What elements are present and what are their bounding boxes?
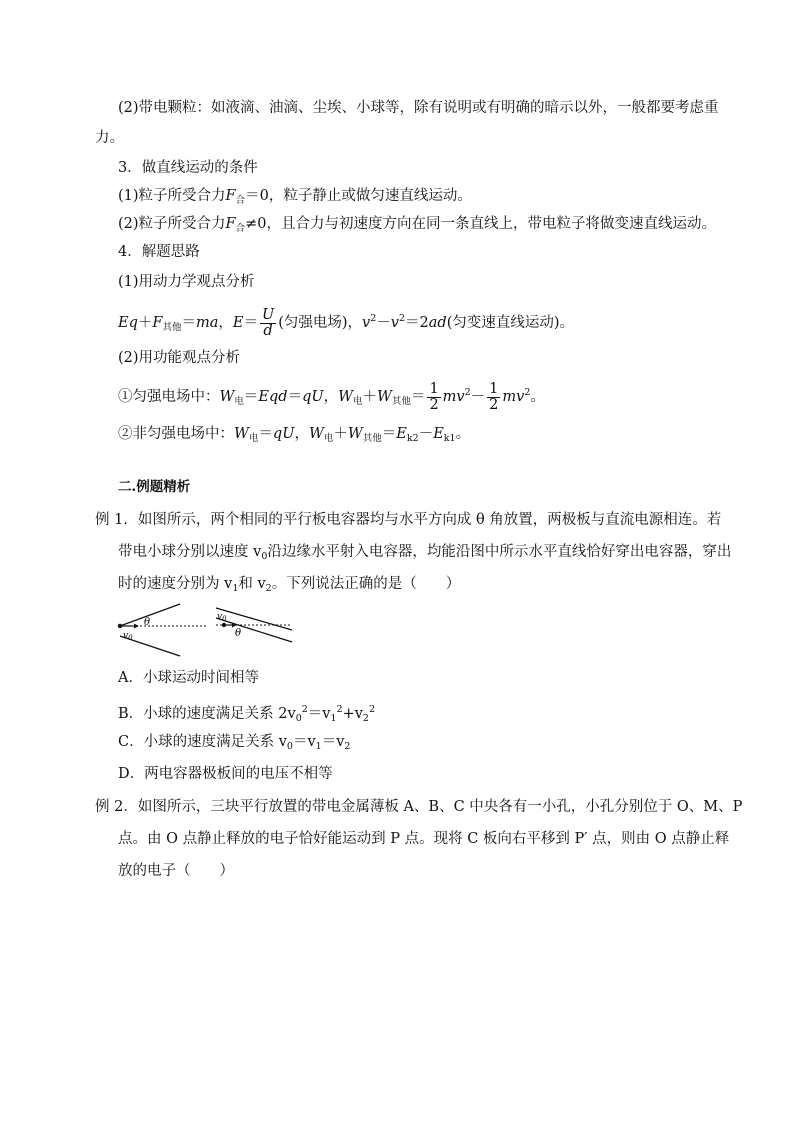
condition-2 [118,214,716,239]
condition-1-text-b: ＝0，粒子静止或做匀速直线运动。 [245,188,472,204]
eq2-plus: ＋ [362,389,378,405]
fraction-half [427,382,440,413]
sub-1: 1 [330,713,337,724]
heading-solution-approach: 4．解题思路 [118,244,200,260]
left-theta-label: θ [144,617,151,628]
sub-0: 0 [286,741,293,752]
eq-minus: － [376,315,391,331]
equation-dynamics [118,302,574,345]
eq3-equals: ＝ [258,426,273,442]
eq3-label: ②非匀强电场中： [118,426,234,442]
subscript-dian: 电 [323,433,334,444]
eq-E: E [232,315,244,331]
section-examples-title: 二.例题精析 [118,479,191,495]
eq3-W: W [308,426,324,442]
sub-1: 1 [315,741,322,752]
symbol-F: F [225,188,236,204]
example1-line1: 例 1．如图所示，两个相同的平行板电容器均与水平方向成 θ 角放置，两极板与直流电源相连。若 [95,512,722,528]
frac-den-2: 2 [489,396,499,413]
eq2-mv: mv [442,389,465,405]
equation-nonuniform-field [118,424,470,449]
eq2-equals: ＝ [287,389,303,405]
subscript-qita: 其他 [391,396,411,407]
subscript-k1: k1 [443,433,456,444]
option-c [118,732,350,757]
eq2-mv0: mv [502,389,525,405]
eq-uniform-accel: (匀变速直线运动)。 [446,315,575,331]
eq-Eq: Eq [118,315,138,331]
sub-2: 2 [344,741,351,752]
option-a: A．小球运动时间相等 [118,670,259,686]
equation-uniform-field [118,376,545,419]
sup-2: 2 [464,387,471,398]
condition-1 [118,186,472,211]
example2-line1: 例 2．如图所示，三块平行放置的带电金属薄板 A、B、C 中央各有一小孔，小孔分别位于 O、M、P [95,799,743,815]
example1-line2 [118,542,731,567]
frac-den-d: d [263,322,273,339]
eq2-W: W [377,389,392,405]
capacitor-figure [114,600,300,660]
eq3-minus: － [418,426,434,442]
example1-line3 [118,574,460,599]
dynamics-approach: (1)用动力学观点分析 [118,274,255,290]
subscript-qita: 其他 [162,322,182,333]
eq2-W: W [338,389,353,405]
sub-2: 2 [362,713,369,724]
paragraph-particles-line2: 力。 [95,130,124,146]
ex1-line3-c: 。下列说法正确的是（ ） [271,576,461,592]
optB-c: +v [342,706,363,722]
ex1-line3-b: 和 v [238,576,266,592]
eq3-end: 。 [455,426,471,442]
condition-2-text-a: (2)粒子所受合力 [118,216,226,232]
ex1-line2-a: 带电小球分别以速度 v [118,544,262,560]
sup-2: 2 [301,704,308,715]
eq-v0: v [390,315,399,331]
subscript-dian: 电 [234,396,244,407]
eq2-equals: ＝ [410,389,426,405]
eq-F: F [152,315,163,331]
optC-b: ＝v [292,734,316,750]
example2-line2: 点。由 O 点静止释放的电子恰好能运动到 P 点。现将 C 板向右平移到 P′ 点，则由 O 点静止释 [118,831,730,847]
eq2-minus: － [470,389,486,405]
example2-line3: 放的电子（ ） [118,863,234,879]
sub-0: 0 [295,713,302,724]
eq-equals: ＝ [243,315,258,331]
left-arrow-head [134,624,139,629]
sub-2: 2 [265,583,272,594]
option-d: D．两电容器极板间的电压不相等 [118,766,333,782]
ex1-line3-a: 时的速度分别为 v [118,576,233,592]
eq3-equals: ＝ [381,426,397,442]
left-v0-label: $v_0$ [123,631,133,642]
optC-c: ＝v [321,734,345,750]
eq2-end: 。 [530,389,545,405]
sub-0: 0 [261,551,268,562]
subscript-he: 合 [235,195,246,206]
eq-plus: ＋ [137,315,153,331]
eq-equals-2: ＝2 [405,315,429,331]
sup-2: 2 [398,313,406,324]
sub-1: 1 [232,583,239,594]
condition-1-text-a: (1)粒子所受合力 [118,188,226,204]
sup-2: 2 [368,704,376,715]
eq3-W: W [347,426,363,442]
right-capacitor-lower-plate [216,618,292,642]
frac-num-1: 1 [489,380,499,397]
eq2-comma: ， [323,389,339,405]
ex1-line2-b: 沿边缘水平射入电容器，均能沿图中所示水平直线恰好穿出电容器，穿出 [267,544,732,560]
eq-ad: ad [428,315,447,331]
fraction-U-over-d [260,308,276,339]
subscript-k2: k2 [406,433,419,444]
heading-linear-motion-condition: 3．做直线运动的条件 [118,160,258,176]
subscript-qita: 其他 [362,433,382,444]
sup-2: 2 [370,313,377,324]
right-capacitor-upper-plate [216,608,292,630]
eq-equals: ＝ [181,315,196,331]
sup-2: 2 [524,387,531,398]
eq-v: v [362,315,371,331]
paragraph-particles-line1: (2)带电颗粒：如液滴、油滴、尘埃、小球等，除有说明或有明确的暗示以外，一般都要考虑重 [118,100,719,116]
eq3-E: E [433,426,444,442]
subscript-dian: 电 [353,396,363,407]
right-theta-label: θ [235,628,242,639]
eq3-W: W [234,426,249,442]
eq-ma: ma [195,315,219,331]
eq3-qU: qU [272,426,295,442]
eq3-comma: ， [294,426,309,442]
optC-a: C．小球的速度满足关系 v [118,734,287,750]
frac-num-1: 1 [429,380,439,397]
option-b [118,700,375,729]
eq-comma: ， [218,315,233,331]
subscript-dian: 电 [248,433,259,444]
eq2-Eqd: Eqd [258,389,288,405]
eq2-label: ①匀强电场中： [118,389,220,405]
symbol-F: F [225,216,236,232]
sup-2: 2 [336,704,343,715]
eq2-qU: qU [302,389,324,405]
subscript-he: 合 [235,223,246,234]
condition-2-text-b: ≠0，且合力与初速度方向在同一条直线上，带电粒子将做变速直线运动。 [245,216,716,232]
optB-b: ＝v [307,706,331,722]
eq3-plus: ＋ [333,426,348,442]
eq2-equals: ＝ [243,389,259,405]
right-v0-label: $v_0$ [217,612,227,623]
eq-uniform-field: (匀强电场)， [278,315,363,331]
energy-approach: (2)用功能观点分析 [118,350,241,366]
fraction-half [487,382,500,413]
eq3-E: E [396,426,407,442]
frac-den-2: 2 [429,396,439,413]
frac-num-U: U [261,306,275,323]
optB-a: B．小球的速度满足关系 2v [118,706,296,722]
eq2-W: W [219,389,235,405]
